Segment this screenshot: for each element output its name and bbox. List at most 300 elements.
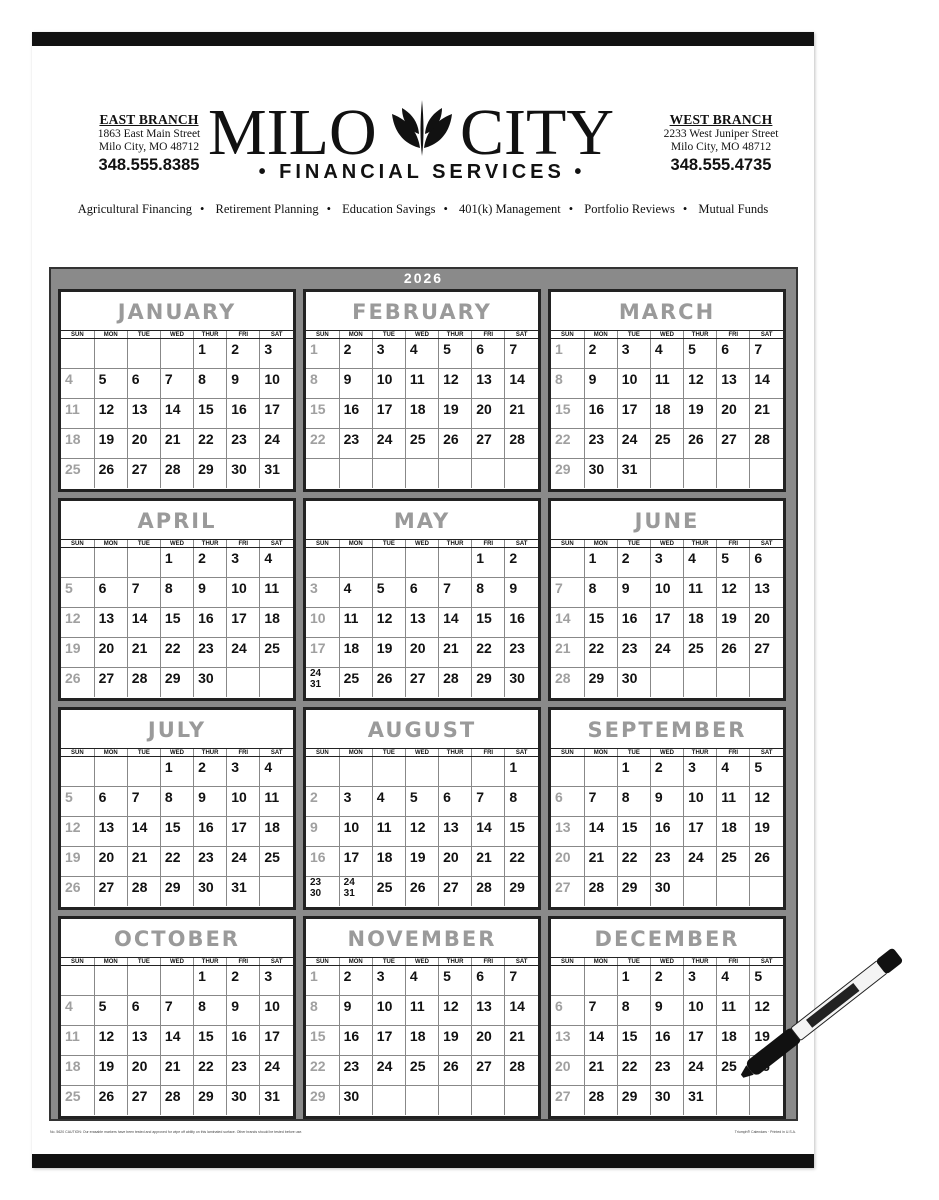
day-cell[interactable] (584, 877, 617, 907)
day-cell[interactable] (617, 817, 650, 847)
day-cell[interactable] (584, 847, 617, 877)
day-cell[interactable] (617, 369, 650, 399)
day-cell[interactable] (260, 757, 293, 787)
day-cell[interactable] (260, 996, 293, 1026)
day-cell[interactable] (372, 966, 405, 996)
day-cell[interactable] (617, 459, 650, 489)
day-cell[interactable] (61, 608, 94, 638)
day-cell[interactable] (94, 369, 127, 399)
day-cell[interactable] (472, 668, 505, 698)
day-cell[interactable] (551, 787, 584, 817)
day-cell[interactable] (650, 668, 683, 698)
day-cell[interactable] (260, 399, 293, 429)
day-cell[interactable] (61, 847, 94, 877)
day-cell[interactable] (194, 399, 227, 429)
day-cell[interactable] (505, 608, 538, 638)
day-cell[interactable] (372, 1086, 405, 1116)
day-cell[interactable] (505, 1056, 538, 1086)
day-cell[interactable] (339, 548, 372, 578)
day-cell[interactable] (472, 817, 505, 847)
day-cell[interactable] (584, 638, 617, 668)
day-cell[interactable] (617, 877, 650, 907)
day-cell[interactable] (505, 1086, 538, 1116)
day-cell[interactable] (306, 578, 339, 608)
day-cell[interactable] (551, 966, 584, 996)
day-cell[interactable] (127, 578, 160, 608)
day-cell[interactable] (306, 1056, 339, 1086)
day-cell[interactable] (339, 578, 372, 608)
day-cell[interactable] (717, 548, 750, 578)
day-cell[interactable] (260, 1026, 293, 1056)
day-cell[interactable] (405, 399, 438, 429)
day-cell[interactable] (684, 668, 717, 698)
day-cell[interactable] (750, 399, 783, 429)
day-cell[interactable] (472, 877, 505, 907)
day-cell[interactable] (439, 459, 472, 489)
day-cell[interactable] (551, 369, 584, 399)
day-cell[interactable] (127, 1086, 160, 1116)
day-cell[interactable] (94, 608, 127, 638)
day-cell[interactable] (439, 668, 472, 698)
day-cell[interactable] (260, 638, 293, 668)
day-cell[interactable] (306, 548, 339, 578)
day-cell[interactable] (650, 1026, 683, 1056)
day-cell[interactable] (617, 548, 650, 578)
day-cell[interactable] (505, 877, 538, 907)
day-cell[interactable] (650, 877, 683, 907)
day-cell[interactable] (194, 638, 227, 668)
day-cell[interactable] (750, 668, 783, 698)
day-cell[interactable] (227, 757, 260, 787)
day-cell[interactable] (750, 608, 783, 638)
day-cell[interactable] (584, 996, 617, 1026)
day-cell[interactable] (505, 339, 538, 369)
day-cell[interactable] (405, 668, 438, 698)
day-cell[interactable] (584, 668, 617, 698)
day-cell[interactable] (505, 787, 538, 817)
day-cell[interactable] (260, 578, 293, 608)
day-cell[interactable] (194, 787, 227, 817)
day-cell[interactable] (94, 459, 127, 489)
day-cell[interactable] (617, 578, 650, 608)
day-cell[interactable] (617, 1086, 650, 1116)
day-cell[interactable] (684, 548, 717, 578)
day-cell[interactable] (650, 399, 683, 429)
day-cell[interactable] (584, 369, 617, 399)
day-cell[interactable] (617, 399, 650, 429)
day-cell[interactable] (439, 966, 472, 996)
day-cell[interactable] (584, 1086, 617, 1116)
day-cell[interactable] (61, 1086, 94, 1116)
day-cell[interactable] (306, 817, 339, 847)
day-cell[interactable] (750, 877, 783, 907)
day-cell[interactable] (94, 817, 127, 847)
day-cell[interactable] (306, 638, 339, 668)
day-cell[interactable] (61, 757, 94, 787)
day-cell[interactable] (127, 1026, 160, 1056)
day-cell[interactable] (650, 429, 683, 459)
day-cell[interactable] (472, 459, 505, 489)
day-cell[interactable] (472, 578, 505, 608)
day-cell[interactable] (472, 548, 505, 578)
day-cell[interactable] (127, 429, 160, 459)
day-cell[interactable] (194, 608, 227, 638)
day-cell[interactable] (194, 1026, 227, 1056)
day-cell[interactable] (61, 548, 94, 578)
day-cell[interactable] (160, 1086, 193, 1116)
day-cell[interactable] (372, 399, 405, 429)
day-cell[interactable] (684, 608, 717, 638)
day-cell[interactable] (61, 578, 94, 608)
day-cell[interactable] (472, 608, 505, 638)
day-cell[interactable] (551, 1056, 584, 1086)
day-cell[interactable] (684, 966, 717, 996)
day-cell[interactable] (372, 548, 405, 578)
day-cell[interactable] (94, 966, 127, 996)
day-cell[interactable] (505, 578, 538, 608)
day-cell[interactable] (227, 548, 260, 578)
day-cell[interactable] (505, 996, 538, 1026)
day-cell[interactable] (551, 757, 584, 787)
day-cell[interactable] (61, 399, 94, 429)
day-cell[interactable] (405, 757, 438, 787)
day-cell[interactable] (260, 668, 293, 698)
day-cell[interactable] (505, 459, 538, 489)
day-cell[interactable] (194, 548, 227, 578)
day-cell[interactable] (551, 608, 584, 638)
day-cell[interactable] (617, 1026, 650, 1056)
day-cell[interactable] (684, 369, 717, 399)
day-cell[interactable] (339, 459, 372, 489)
day-cell[interactable] (551, 877, 584, 907)
day-cell[interactable] (584, 966, 617, 996)
day-cell[interactable] (372, 787, 405, 817)
day-cell[interactable] (650, 578, 683, 608)
day-cell[interactable] (127, 877, 160, 907)
day-cell[interactable] (260, 608, 293, 638)
day-cell[interactable] (260, 787, 293, 817)
day-cell[interactable] (127, 608, 160, 638)
day-cell[interactable] (405, 877, 438, 907)
day-cell[interactable] (127, 339, 160, 369)
day-cell[interactable] (227, 1086, 260, 1116)
day-cell[interactable] (717, 399, 750, 429)
day-cell[interactable] (339, 757, 372, 787)
day-cell[interactable] (227, 459, 260, 489)
day-cell[interactable] (260, 1086, 293, 1116)
day-cell[interactable] (260, 1056, 293, 1086)
day-cell[interactable] (617, 966, 650, 996)
day-cell[interactable] (405, 429, 438, 459)
day-cell[interactable] (472, 1086, 505, 1116)
day-cell[interactable] (339, 1026, 372, 1056)
day-cell[interactable] (650, 548, 683, 578)
day-cell[interactable] (750, 429, 783, 459)
day-cell[interactable] (160, 966, 193, 996)
day-cell[interactable] (617, 339, 650, 369)
day-cell[interactable] (127, 459, 160, 489)
day-cell[interactable] (160, 877, 193, 907)
day-cell[interactable] (650, 787, 683, 817)
day-cell[interactable] (306, 996, 339, 1026)
day-cell[interactable] (260, 966, 293, 996)
day-cell[interactable] (260, 877, 293, 907)
day-cell[interactable] (405, 638, 438, 668)
day-cell[interactable] (584, 459, 617, 489)
day-cell[interactable] (372, 668, 405, 698)
day-cell[interactable] (306, 339, 339, 369)
day-cell[interactable] (505, 668, 538, 698)
day-cell[interactable] (650, 1056, 683, 1086)
day-cell[interactable] (551, 817, 584, 847)
day-cell[interactable] (194, 877, 227, 907)
day-cell[interactable] (194, 847, 227, 877)
day-cell[interactable] (306, 369, 339, 399)
day-cell[interactable] (372, 578, 405, 608)
day-cell[interactable] (227, 817, 260, 847)
day-cell[interactable] (584, 1056, 617, 1086)
day-cell[interactable] (551, 638, 584, 668)
day-cell[interactable] (650, 369, 683, 399)
day-cell[interactable] (127, 548, 160, 578)
day-cell[interactable] (194, 429, 227, 459)
day-cell[interactable] (61, 996, 94, 1026)
day-cell[interactable] (372, 996, 405, 1026)
day-cell[interactable] (439, 1056, 472, 1086)
day-cell[interactable] (472, 966, 505, 996)
day-cell[interactable] (127, 847, 160, 877)
day-cell[interactable] (260, 817, 293, 847)
day-cell[interactable] (584, 578, 617, 608)
day-cell[interactable] (61, 877, 94, 907)
day-cell[interactable] (684, 339, 717, 369)
day-cell[interactable] (94, 638, 127, 668)
day-cell[interactable] (405, 1026, 438, 1056)
day-cell[interactable] (306, 966, 339, 996)
day-cell[interactable] (194, 339, 227, 369)
day-cell[interactable] (551, 578, 584, 608)
day-cell[interactable] (617, 757, 650, 787)
day-cell[interactable] (650, 966, 683, 996)
day-cell[interactable] (160, 1056, 193, 1086)
day-cell[interactable] (127, 996, 160, 1026)
day-cell[interactable] (160, 847, 193, 877)
day-cell[interactable] (160, 757, 193, 787)
day-cell[interactable] (584, 1026, 617, 1056)
day-cell[interactable] (339, 1056, 372, 1086)
day-cell[interactable] (61, 787, 94, 817)
day-cell[interactable] (227, 1026, 260, 1056)
day-cell[interactable] (160, 996, 193, 1026)
day-cell[interactable] (472, 1056, 505, 1086)
day-cell[interactable] (750, 847, 783, 877)
day-cell[interactable] (61, 638, 94, 668)
day-cell[interactable] (227, 578, 260, 608)
day-cell[interactable] (472, 996, 505, 1026)
day-cell[interactable] (505, 847, 538, 877)
day-cell[interactable] (160, 608, 193, 638)
day-cell[interactable] (439, 638, 472, 668)
day-cell[interactable] (551, 847, 584, 877)
day-cell[interactable] (505, 757, 538, 787)
day-cell[interactable] (684, 787, 717, 817)
day-cell[interactable] (684, 399, 717, 429)
day-cell[interactable] (372, 608, 405, 638)
day-cell[interactable] (551, 548, 584, 578)
day-cell[interactable] (684, 817, 717, 847)
day-cell[interactable] (505, 966, 538, 996)
day-cell[interactable] (551, 399, 584, 429)
day-cell[interactable] (439, 608, 472, 638)
day-cell[interactable] (439, 817, 472, 847)
day-cell[interactable] (472, 399, 505, 429)
day-cell[interactable] (617, 638, 650, 668)
day-cell[interactable] (227, 787, 260, 817)
day-cell[interactable] (339, 399, 372, 429)
day-cell[interactable] (650, 996, 683, 1026)
day-cell[interactable] (684, 1056, 717, 1086)
day-cell[interactable] (684, 1026, 717, 1056)
day-cell[interactable] (505, 429, 538, 459)
day-cell[interactable] (260, 369, 293, 399)
day-cell[interactable] (372, 339, 405, 369)
day-cell[interactable] (472, 369, 505, 399)
day-cell[interactable] (684, 757, 717, 787)
day-cell[interactable] (94, 668, 127, 698)
day-cell[interactable] (551, 1086, 584, 1116)
day-cell[interactable] (339, 847, 372, 877)
day-cell[interactable] (405, 608, 438, 638)
day-cell[interactable] (684, 847, 717, 877)
day-cell[interactable] (439, 369, 472, 399)
day-cell[interactable] (472, 787, 505, 817)
day-cell[interactable] (650, 817, 683, 847)
day-cell[interactable] (372, 877, 405, 907)
day-cell[interactable] (717, 847, 750, 877)
day-cell[interactable] (405, 847, 438, 877)
day-cell[interactable] (194, 1056, 227, 1086)
day-cell[interactable] (61, 966, 94, 996)
day-cell[interactable] (339, 877, 372, 907)
day-cell[interactable] (750, 817, 783, 847)
day-cell[interactable] (227, 668, 260, 698)
day-cell[interactable] (617, 996, 650, 1026)
day-cell[interactable] (551, 1026, 584, 1056)
day-cell[interactable] (94, 847, 127, 877)
day-cell[interactable] (584, 339, 617, 369)
day-cell[interactable] (372, 429, 405, 459)
day-cell[interactable] (339, 369, 372, 399)
day-cell[interactable] (684, 996, 717, 1026)
day-cell[interactable] (339, 996, 372, 1026)
day-cell[interactable] (61, 339, 94, 369)
day-cell[interactable] (372, 369, 405, 399)
day-cell[interactable] (127, 787, 160, 817)
day-cell[interactable] (717, 757, 750, 787)
day-cell[interactable] (717, 817, 750, 847)
day-cell[interactable] (306, 459, 339, 489)
day-cell[interactable] (94, 787, 127, 817)
day-cell[interactable] (194, 668, 227, 698)
day-cell[interactable] (717, 429, 750, 459)
day-cell[interactable] (405, 1086, 438, 1116)
day-cell[interactable] (339, 339, 372, 369)
day-cell[interactable] (339, 787, 372, 817)
day-cell[interactable] (194, 1086, 227, 1116)
day-cell[interactable] (439, 1086, 472, 1116)
day-cell[interactable] (405, 548, 438, 578)
day-cell[interactable] (472, 757, 505, 787)
day-cell[interactable] (94, 1056, 127, 1086)
day-cell[interactable] (684, 429, 717, 459)
day-cell[interactable] (94, 429, 127, 459)
day-cell[interactable] (684, 578, 717, 608)
day-cell[interactable] (650, 847, 683, 877)
day-cell[interactable] (227, 369, 260, 399)
day-cell[interactable] (439, 1026, 472, 1056)
day-cell[interactable] (472, 847, 505, 877)
day-cell[interactable] (306, 787, 339, 817)
day-cell[interactable] (750, 638, 783, 668)
day-cell[interactable] (405, 369, 438, 399)
day-cell[interactable] (439, 399, 472, 429)
day-cell[interactable] (94, 996, 127, 1026)
day-cell[interactable] (505, 638, 538, 668)
day-cell[interactable] (194, 578, 227, 608)
day-cell[interactable] (227, 847, 260, 877)
day-cell[interactable] (472, 429, 505, 459)
day-cell[interactable] (61, 369, 94, 399)
day-cell[interactable] (717, 369, 750, 399)
day-cell[interactable] (127, 966, 160, 996)
day-cell[interactable] (227, 996, 260, 1026)
day-cell[interactable] (717, 877, 750, 907)
day-cell[interactable] (472, 339, 505, 369)
day-cell[interactable] (684, 877, 717, 907)
day-cell[interactable] (617, 787, 650, 817)
day-cell[interactable] (160, 578, 193, 608)
day-cell[interactable] (717, 638, 750, 668)
day-cell[interactable] (260, 459, 293, 489)
day-cell[interactable] (405, 817, 438, 847)
day-cell[interactable] (439, 339, 472, 369)
day-cell[interactable] (127, 817, 160, 847)
day-cell[interactable] (372, 817, 405, 847)
day-cell[interactable] (306, 847, 339, 877)
day-cell[interactable] (684, 638, 717, 668)
day-cell[interactable] (227, 1056, 260, 1086)
day-cell[interactable] (339, 1086, 372, 1116)
day-cell[interactable] (194, 817, 227, 847)
day-cell[interactable] (717, 608, 750, 638)
day-cell[interactable] (194, 459, 227, 489)
day-cell[interactable] (750, 787, 783, 817)
day-cell[interactable] (306, 399, 339, 429)
day-cell[interactable] (160, 459, 193, 489)
day-cell[interactable] (160, 787, 193, 817)
day-cell[interactable] (439, 578, 472, 608)
day-cell[interactable] (194, 369, 227, 399)
day-cell[interactable] (372, 459, 405, 489)
day-cell[interactable] (260, 339, 293, 369)
day-cell[interactable] (617, 429, 650, 459)
day-cell[interactable] (405, 996, 438, 1026)
day-cell[interactable] (717, 787, 750, 817)
day-cell[interactable] (439, 757, 472, 787)
day-cell[interactable] (194, 996, 227, 1026)
day-cell[interactable] (61, 668, 94, 698)
day-cell[interactable] (227, 608, 260, 638)
